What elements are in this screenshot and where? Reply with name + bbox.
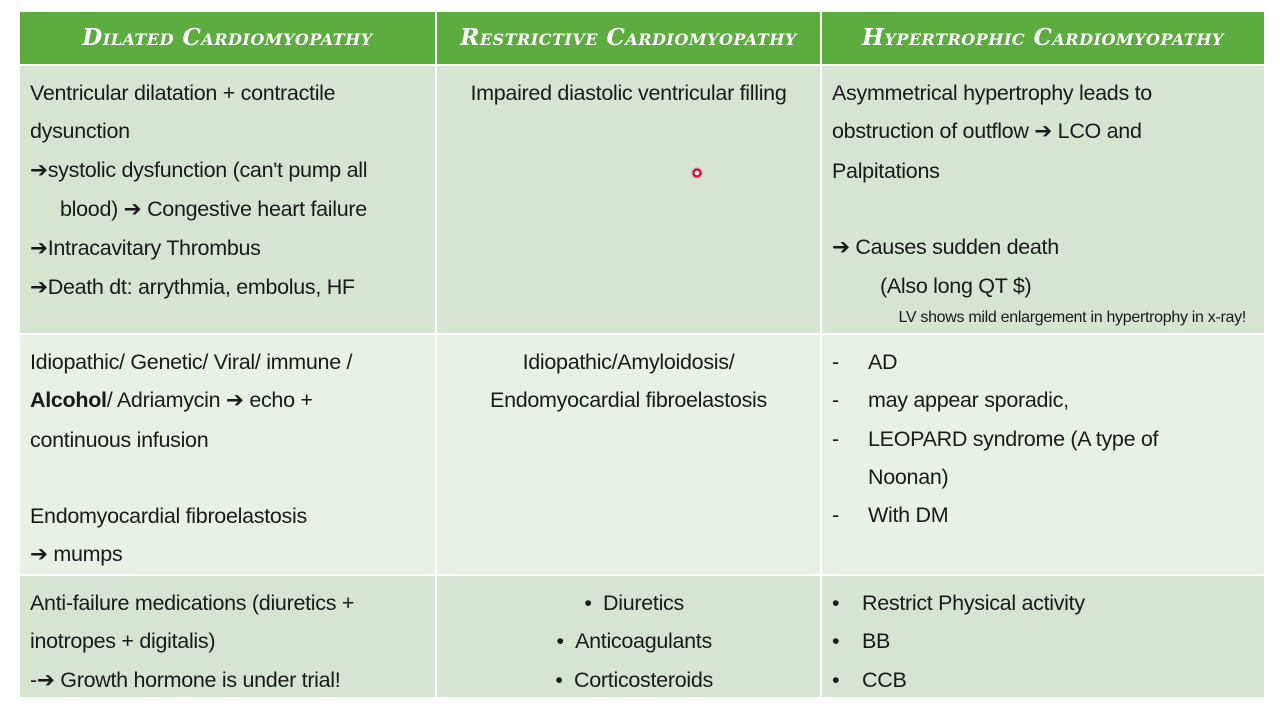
text: / Adriamycin: [106, 388, 221, 413]
dash: -: [30, 667, 37, 692]
table-row-definition: [20, 66, 1260, 333]
text: Causes sudden death: [855, 235, 1059, 260]
cell-restrictive-treatment: [437, 576, 820, 697]
cell-dilated-treatment: [20, 576, 435, 697]
bullet-icon: •: [556, 629, 564, 654]
text-line: [30, 381, 425, 420]
text: Anticoagulants: [575, 629, 712, 654]
cell-dilated-etiology: [20, 335, 435, 574]
cell-hypertrophic-treatment: [822, 576, 1264, 697]
cell-restrictive-definition: [437, 66, 820, 333]
list-item: [447, 584, 810, 622]
text: mumps: [53, 542, 123, 567]
text-line: [30, 151, 425, 190]
list-item: [447, 661, 810, 699]
text: LCO and: [1057, 119, 1142, 144]
text-line: Idiopathic/ Genetic/ Viral/ immune /: [30, 350, 353, 374]
cell-hypertrophic-etiology: [822, 335, 1264, 574]
text-line: continuous infusion: [30, 427, 209, 452]
text-line: Palpitations: [832, 158, 940, 183]
arrow-icon: ➔: [225, 388, 244, 414]
dash-icon: -: [832, 350, 839, 374]
text-line: Idiopathic/Amyloidosis/: [522, 350, 735, 374]
text: Corticosteroids: [574, 667, 713, 692]
laser-pointer-icon: [691, 167, 703, 179]
text: Congestive heart failure: [147, 196, 367, 221]
text: blood): [60, 196, 118, 221]
list-item: [832, 584, 1254, 622]
text-line: [832, 228, 1254, 267]
list-item: [832, 381, 1254, 419]
list-item: [832, 420, 1254, 458]
list-item: [447, 622, 810, 660]
text: Noonan): [868, 464, 949, 489]
text-line: Impaired diastolic ventricular filling: [470, 81, 787, 105]
list-item: [832, 622, 1254, 660]
xray-note: LV shows mild enlargement in hypertrophy in x-ray!: [898, 308, 1246, 326]
text: systolic dysfunction (can't pump all: [47, 157, 368, 182]
text-line: dysunction: [30, 119, 130, 144]
text: obstruction of outflow: [832, 119, 1029, 144]
list-item: [832, 343, 1254, 381]
text: may appear sporadic,: [868, 388, 1069, 413]
cell-hypertrophic-definition: [822, 66, 1264, 333]
text-line: (Also long QT $): [880, 274, 1032, 299]
text-line: Endomyocardial fibroelastosis: [490, 388, 767, 413]
bullet-icon: •: [832, 667, 840, 692]
text-line: [30, 661, 425, 700]
text: Growth hormone is under trial!: [60, 667, 341, 692]
text: Intracavitary Thrombus: [47, 236, 261, 261]
header-row: [20, 12, 1260, 64]
text: AD: [868, 350, 898, 374]
dash-icon: -: [832, 426, 839, 451]
header-dilated: Dilated Cardiomyopathy: [20, 12, 435, 64]
text: BB: [862, 629, 891, 654]
text-line: [30, 268, 425, 307]
text: Diuretics: [603, 591, 684, 615]
cell-dilated-definition: [20, 66, 435, 333]
bullet-icon: •: [832, 591, 840, 615]
bullet-icon: •: [832, 629, 840, 654]
text-line: Ventricular dilatation + contractile: [30, 81, 336, 105]
text: Death dt: arrythmia, embolus, HF: [47, 275, 355, 300]
text-line: Anti-failure medications (diuretics +: [30, 591, 355, 615]
header-hypertrophic: Hypertrophic Cardiomyopathy: [822, 12, 1264, 64]
text-line: Asymmetrical hypertrophy leads to: [832, 81, 1152, 105]
arrow-icon: ➔: [123, 196, 142, 222]
text-line: [30, 190, 425, 229]
bullet-icon: •: [555, 667, 563, 692]
text: LEOPARD syndrome (A type of: [868, 426, 1159, 451]
text: CCB: [862, 667, 907, 692]
list-item-continuation: [832, 458, 1254, 496]
blank-line: [30, 459, 425, 497]
text-line: inotropes + digitalis): [30, 629, 216, 654]
arrow-icon: ➔: [36, 667, 55, 693]
blank-line: [832, 190, 1254, 228]
arrow-icon: ➔: [832, 235, 850, 261]
text: Restrict Physical activity: [862, 591, 1085, 615]
text-line: [832, 112, 1254, 151]
arrow-icon: ➔: [30, 542, 48, 568]
dash-icon: -: [832, 503, 839, 528]
table-row-treatment: [20, 576, 1260, 697]
list-item: [832, 661, 1254, 699]
table-row-etiology: [20, 335, 1260, 574]
text-line: [30, 229, 425, 268]
header-restrictive: Restrictive Cardiomyopathy: [437, 12, 820, 64]
arrow-icon: ➔: [30, 157, 48, 183]
arrow-icon: ➔: [30, 275, 48, 301]
text-line: Endomyocardial fibroelastosis: [30, 504, 307, 529]
dash-icon: -: [832, 388, 839, 413]
text-line: [30, 535, 425, 574]
list-item: [832, 496, 1254, 534]
arrow-icon: ➔: [1034, 119, 1052, 145]
arrow-icon: ➔: [30, 236, 48, 262]
text: echo +: [249, 388, 313, 413]
text: With DM: [868, 503, 949, 528]
cardiomyopathy-table: [20, 12, 1260, 699]
bullet-icon: •: [584, 591, 592, 615]
cell-restrictive-etiology: [437, 335, 820, 574]
bold-text: Alcohol: [30, 388, 107, 413]
